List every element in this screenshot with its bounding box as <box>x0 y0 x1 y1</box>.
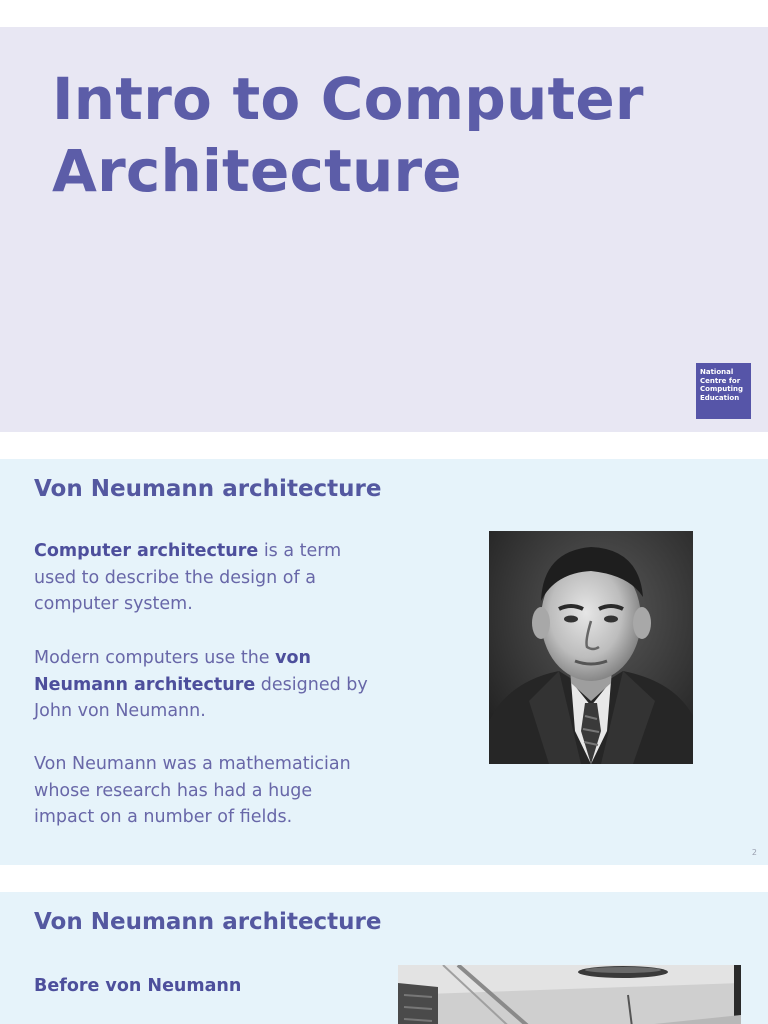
paragraph-definition <box>34 538 374 618</box>
slide-heading: Von Neumann architecture <box>34 476 382 502</box>
logo-line-2: Centre for <box>700 376 741 385</box>
modern-text-before: Modern computers use the <box>34 648 276 668</box>
slide-von-neumann-intro <box>0 459 768 865</box>
historic-computer-photo <box>398 965 741 1024</box>
page-number: 2 <box>751 848 757 857</box>
logo-line-3: Computing <box>700 385 743 393</box>
logo-line-1: National <box>700 368 734 376</box>
title-slide <box>0 27 768 432</box>
title-line-1: Intro to Computer <box>52 65 644 133</box>
definition-text: is a term used to describe the design of a computer system. <box>34 541 342 614</box>
mathematician-text: Von Neumann was a mathematician whose research has had a huge impact on a number of fields. <box>34 754 351 827</box>
term-von-neumann-architecture: von Neumann architecture <box>34 648 312 695</box>
paragraph-mathematician <box>34 751 374 831</box>
logo-line-4: Education <box>700 393 740 402</box>
paragraph-modern-computers <box>34 645 374 725</box>
portrait-photo <box>489 531 693 764</box>
ncce-logo <box>696 363 751 419</box>
term-computer-architecture: Computer architecture <box>34 541 259 561</box>
subheading: Before von Neumann <box>34 976 242 996</box>
modern-text-after: designed by John von Neumann. <box>34 674 368 721</box>
room-illustration <box>398 965 741 1024</box>
title-line-2: Architecture <box>52 137 462 205</box>
slide-title <box>52 63 672 207</box>
portrait-illustration <box>489 531 693 764</box>
slide-heading: Von Neumann architecture <box>34 909 382 935</box>
slide-before-von-neumann <box>0 892 768 1024</box>
